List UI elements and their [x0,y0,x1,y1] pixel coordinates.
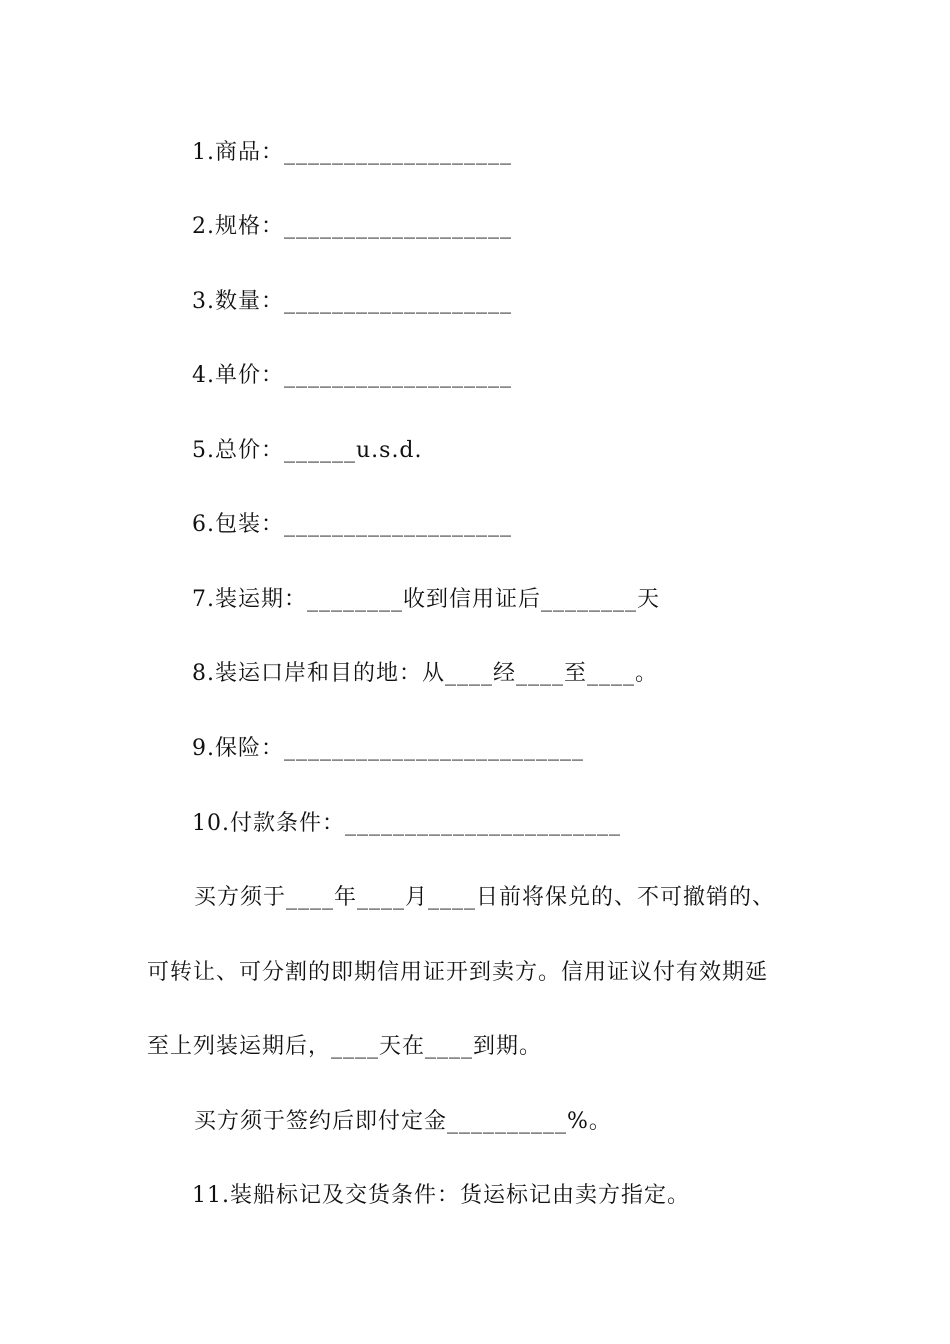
item-3-quantity: 3.数量：___________________ [192,289,512,314]
item-10-payment-terms: 10.付款条件：_______________________ [192,811,621,836]
deposit-paragraph: 买方须于签约后即付定金__________%。 [194,1109,612,1134]
item-1-goods: 1.商品：___________________ [192,140,512,165]
item-4-unit-price: 4.单价：___________________ [192,363,512,388]
item-9-insurance: 9.保险：_________________________ [192,736,584,761]
item-11-shipping-marks: 11.装船标记及交货条件：货运标记由卖方指定。 [192,1183,690,1208]
item-5-total-price: 5.总价：______u.s.d. [192,438,423,463]
item-2-specification: 2.规格：___________________ [192,214,512,239]
item-6-packing: 6.包装：___________________ [192,512,512,537]
payment-paragraph-line-1: 买方须于____年____月____日前将保兑的、不可撤销的、 [194,885,776,910]
item-8-ports: 8.装运口岸和目的地：从____经____至____。 [192,661,658,686]
payment-paragraph-line-2: 可转让、可分割的即期信用证开到卖方。信用证议付有效期延 [147,960,769,985]
item-7-shipment-period: 7.装运期：________收到信用证后________天 [192,587,660,612]
payment-paragraph-line-3: 至上列装运期后，____天在____到期。 [147,1034,543,1059]
